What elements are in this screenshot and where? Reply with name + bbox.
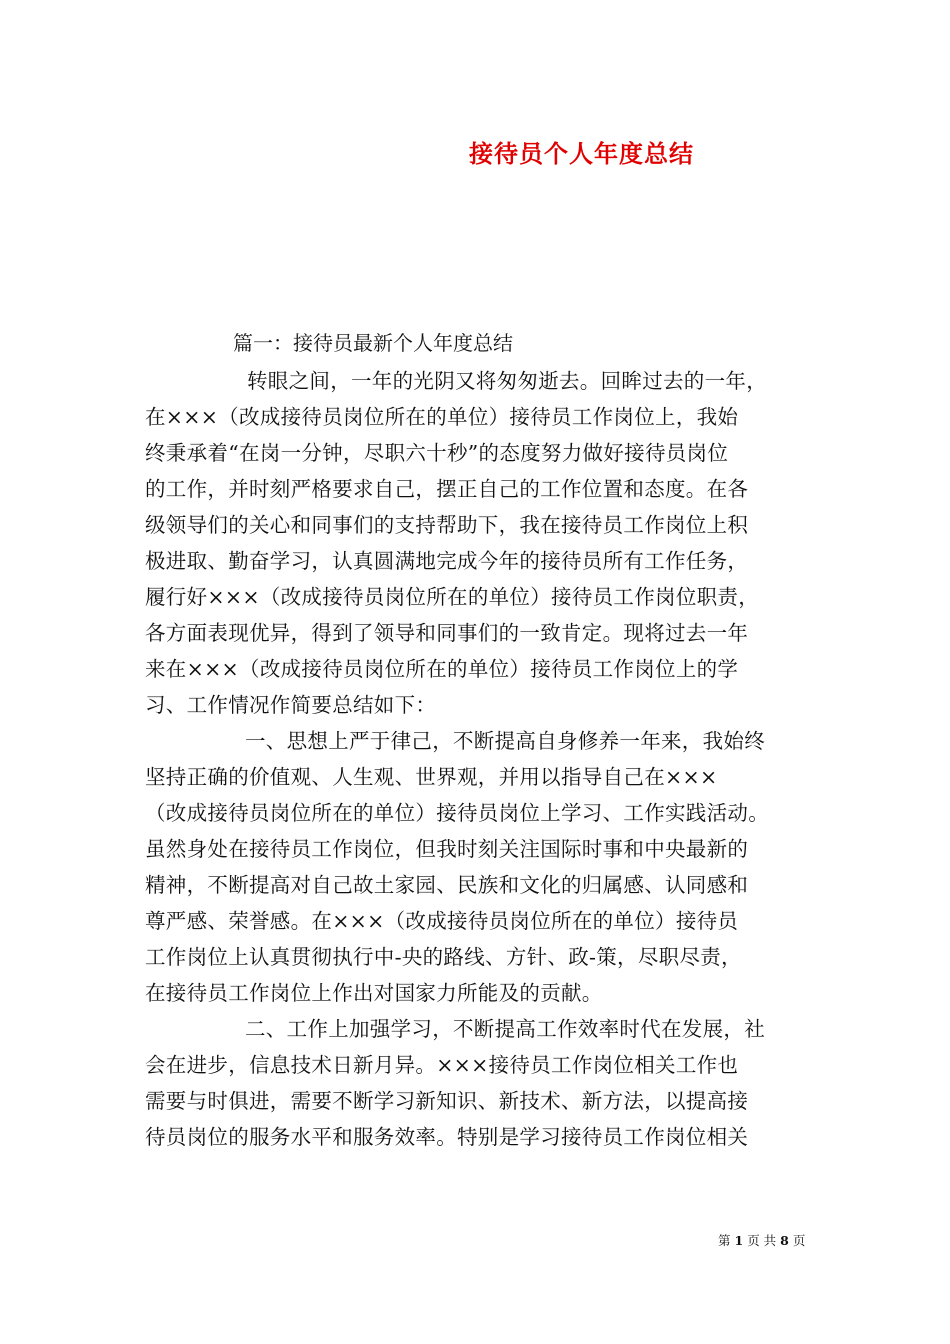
body-line: 极进取、勤奋学习，认真圆满地完成今年的接待员所有工作任务， bbox=[145, 549, 749, 573]
document-title: 接待员个人年度总结 bbox=[469, 139, 694, 168]
footer-prefix: 第 bbox=[718, 1233, 731, 1248]
footer-middle: 页 共 bbox=[747, 1233, 777, 1248]
body-line: 习、工作情况作简要总结如下： bbox=[145, 693, 437, 717]
body-line: （改成接待员岗位所在的单位）接待员岗位上学习、工作实践活动。 bbox=[145, 801, 769, 825]
body-line: 终秉承着“在岗一分钟，尽职六十秒”的态度努力做好接待员岗位 bbox=[145, 441, 729, 465]
total-page-count: 8 bbox=[780, 1233, 789, 1248]
body-line: 来在×××（改成接待员岗位所在的单位）接待员工作岗位上的学 bbox=[145, 657, 739, 681]
body-line: 在×××（改成接待员岗位所在的单位）接待员工作岗位上，我始 bbox=[145, 405, 739, 429]
body-line: 尊严感、荣誉感。在×××（改成接待员岗位所在的单位）接待员 bbox=[145, 909, 739, 933]
body-line: 的工作，并时刻严格要求自己，摆正自己的工作位置和态度。在各 bbox=[145, 477, 749, 501]
body-line: 各方面表现优异，得到了领导和同事们的一致肯定。现将过去一年 bbox=[145, 621, 749, 645]
body-line: 工作岗位上认真贯彻执行中-央的路线、方针、政-策，尽职尽责， bbox=[145, 945, 742, 969]
current-page-number: 1 bbox=[734, 1233, 744, 1248]
page-footer bbox=[718, 1231, 805, 1249]
body-line: 履行好×××（改成接待员岗位所在的单位）接待员工作岗位职责， bbox=[145, 585, 760, 609]
body-line: 转眼之间，一年的光阴又将匆匆逝去。回眸过去的一年， bbox=[247, 369, 767, 393]
body-line: 会在进步，信息技术日新月异。×××接待员工作岗位相关工作也 bbox=[145, 1053, 739, 1077]
body-line: 坚持正确的价值观、人生观、世界观，并用以指导自己在××× bbox=[145, 765, 718, 789]
footer-suffix: 页 bbox=[792, 1233, 806, 1248]
body-line: 在接待员工作岗位上作出对国家力所能及的贡献。 bbox=[145, 981, 603, 1005]
body-line: 待员岗位的服务水平和服务效率。特别是学习接待员工作岗位相关 bbox=[145, 1125, 749, 1149]
body-line: 需要与时俱进，需要不断学习新知识、新技术、新方法，以提高接 bbox=[145, 1089, 749, 1113]
body-line: 二、工作上加强学习，不断提高工作效率时代在发展，社 bbox=[245, 1017, 765, 1041]
body-line: 精神，不断提高对自己故土家园、民族和文化的归属感、认同感和 bbox=[145, 873, 749, 897]
section-heading: 篇一：接待员最新个人年度总结 bbox=[233, 331, 513, 355]
body-line: 一、思想上严于律己，不断提高自身修养一年来，我始终 bbox=[245, 729, 765, 753]
body-line: 虽然身处在接待员工作岗位，但我时刻关注国际时事和中央最新的 bbox=[145, 837, 749, 861]
body-line: 级领导们的关心和同事们的支持帮助下，我在接待员工作岗位上积 bbox=[145, 513, 749, 537]
